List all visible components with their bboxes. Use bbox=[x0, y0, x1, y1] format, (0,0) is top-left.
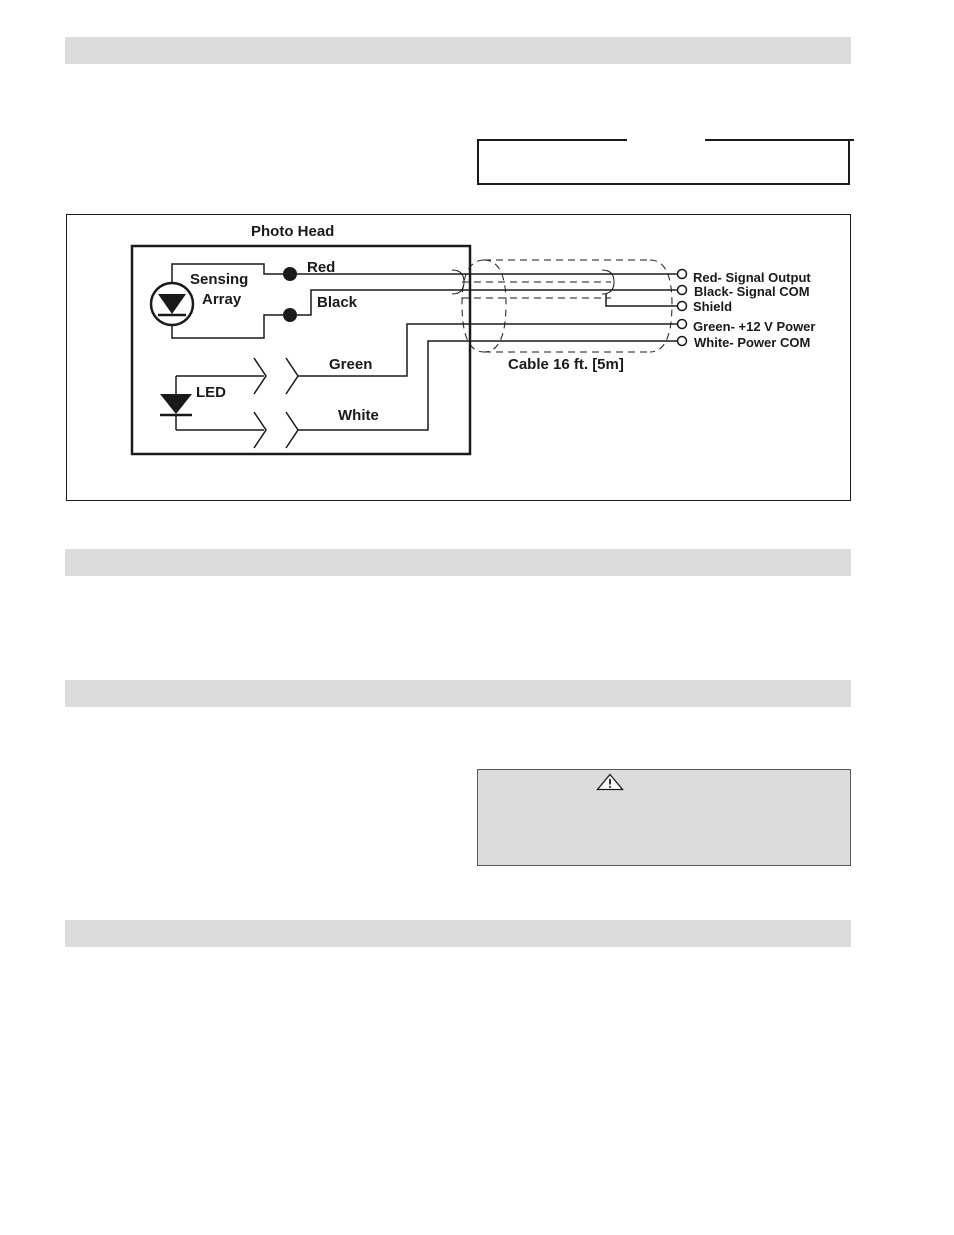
wire-label-black: Black bbox=[317, 294, 358, 311]
terminal-circle-icon bbox=[678, 337, 687, 346]
section-header-band-4 bbox=[65, 920, 851, 947]
connector-chevron-icon bbox=[286, 358, 298, 394]
terminal-label: Black- Signal COM bbox=[694, 284, 810, 299]
wire-label-red: Red bbox=[307, 259, 336, 276]
section-header-band-1 bbox=[65, 37, 851, 64]
black-node-dot bbox=[283, 308, 297, 322]
terminal-label: Shield bbox=[693, 299, 733, 314]
photo-head-label: Photo Head bbox=[251, 223, 335, 240]
red-node-dot bbox=[283, 267, 297, 281]
led-label: LED bbox=[196, 384, 226, 401]
terminal-circle-icon bbox=[678, 320, 687, 329]
photo-head-box bbox=[132, 246, 470, 454]
wiring-diagram bbox=[66, 214, 851, 501]
terminal-circle-icon bbox=[678, 286, 687, 295]
terminal-circle-icon bbox=[678, 302, 687, 311]
wire-label-white: White bbox=[338, 407, 379, 424]
warning-triangle-icon bbox=[596, 773, 624, 791]
terminal-label: Green- +12 V Power bbox=[693, 319, 816, 334]
warning-box bbox=[477, 769, 851, 866]
terminal-list bbox=[678, 270, 816, 351]
sensing-label-line2: Array bbox=[202, 291, 242, 308]
note-box bbox=[477, 139, 850, 185]
terminal-circle-icon bbox=[678, 270, 687, 279]
cable-label: Cable 16 ft. [5m] bbox=[508, 356, 624, 373]
wire-label-green: Green bbox=[329, 356, 373, 373]
connector-chevron-icon bbox=[286, 412, 298, 448]
led-diode-icon bbox=[160, 376, 192, 430]
terminal-label: White- Power COM bbox=[694, 335, 811, 350]
section-header-band-3 bbox=[65, 680, 851, 707]
section-header-band-2 bbox=[65, 549, 851, 576]
sensing-label-line1: Sensing bbox=[190, 271, 249, 288]
photodiode-icon bbox=[151, 283, 193, 325]
terminal-label: Red- Signal Output bbox=[693, 270, 811, 285]
